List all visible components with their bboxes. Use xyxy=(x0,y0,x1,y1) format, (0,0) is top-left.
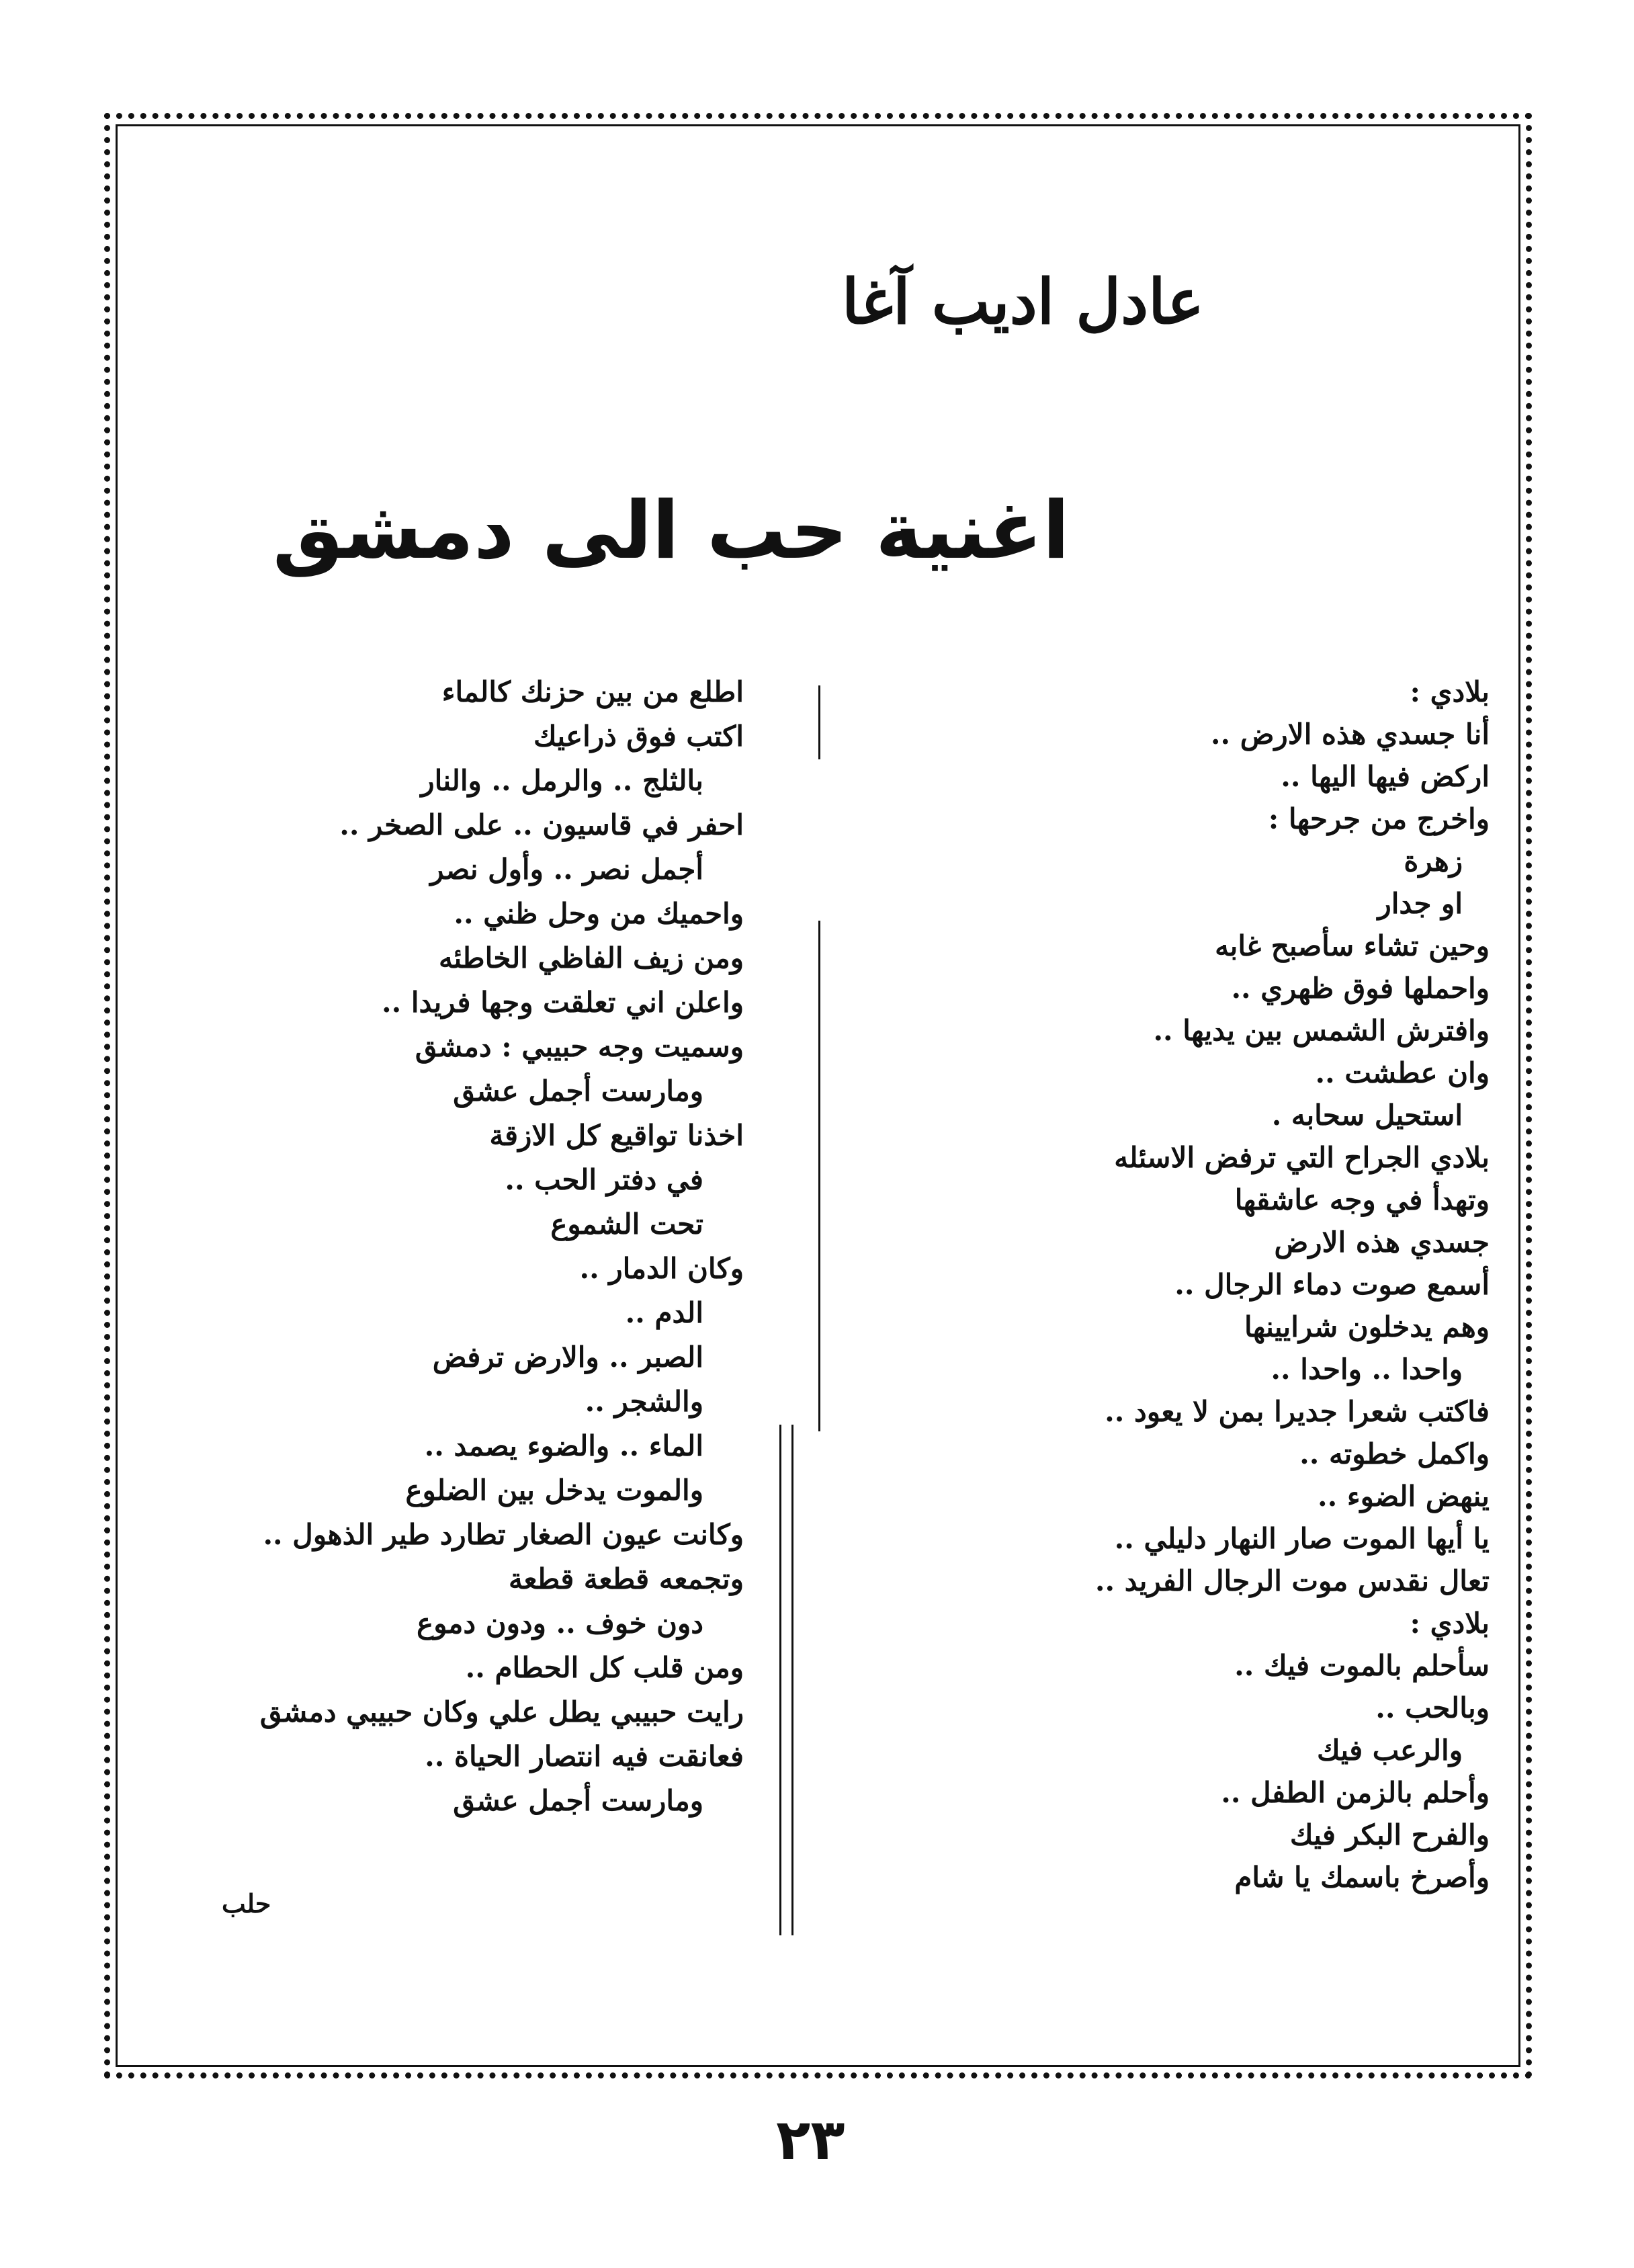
poem-title: اغنية حب الى دمشق xyxy=(272,484,1070,577)
poem-line: زهرة xyxy=(1404,845,1463,878)
poem-line: تعال نقدس موت الرجال الفريد .. xyxy=(1094,1564,1490,1597)
poem-line: بلادي : xyxy=(1410,675,1490,708)
poem-line: وان عطشت .. xyxy=(1315,1056,1490,1089)
poem-line: واخرج من جرحها : xyxy=(1268,802,1490,835)
poem-line: رايت حبيبي يطل علي وكان حبيبي دمشق xyxy=(259,1695,744,1728)
poem-line: وسميت وجه حبيبي : دمشق xyxy=(415,1030,744,1063)
poem-line: أسمع صوت دماء الرجال .. xyxy=(1174,1268,1490,1301)
poem-line: ومن قلب كل الحطام .. xyxy=(465,1651,744,1684)
page-number: ٢٣ xyxy=(776,2107,845,2173)
poem-line: وافترش الشمس بين يديها .. xyxy=(1153,1014,1490,1047)
poem-line: يا أيها الموت صار النهار دليلي .. xyxy=(1114,1522,1490,1555)
poem-line: في دفتر الحب .. xyxy=(505,1163,703,1196)
poem-line: والرعب فيك xyxy=(1317,1734,1463,1767)
poem-line: اخذنا تواقيع كل الازقة xyxy=(489,1119,744,1152)
poem-line: وحين تشاء سأصبح غابه xyxy=(1215,929,1490,962)
poem-line: وبالحب .. xyxy=(1375,1691,1490,1724)
column-divider-bottom-b xyxy=(791,1425,793,1935)
poem-line: واعلن اني تعلقت وجها فريدا .. xyxy=(381,986,744,1019)
poem-line: دون خوف .. ودون دموع xyxy=(417,1607,703,1640)
poem-line: اطلع من بين حزنك كالماء xyxy=(441,675,744,708)
poem-line: وكانت عيون الصغار تطارد طير الذهول .. xyxy=(263,1518,744,1551)
poem-line: بلادي : xyxy=(1410,1607,1490,1640)
poem-line: جسدي هذه الارض xyxy=(1274,1226,1490,1259)
poem-line: وتهدأ في وجه عاشقها xyxy=(1234,1183,1490,1216)
poem-line: واحملها فوق ظهري .. xyxy=(1231,972,1490,1005)
poem-line: أجمل نصر .. وأول نصر xyxy=(430,853,703,886)
column-divider-top xyxy=(818,685,820,759)
poem-line: بالثلج .. والرمل .. والنار xyxy=(421,764,703,797)
poem-line: وأحلم بالزمن الطفل .. xyxy=(1221,1776,1490,1809)
poem-line: اكتب فوق ذراعيك xyxy=(533,720,744,753)
poem-line: ومن زيف الفاظي الخاطئه xyxy=(438,941,744,974)
poem-line: بلادي الجراح التي ترفض الاسئله xyxy=(1114,1141,1490,1174)
poem-line: ينهض الضوء .. xyxy=(1318,1480,1490,1513)
poem-line: والفرح البكر فيك xyxy=(1289,1818,1490,1851)
poem-line: والموت يدخل بين الضلوع xyxy=(405,1474,703,1507)
poem-line: او جدار xyxy=(1377,887,1463,920)
column-divider-bottom-a xyxy=(779,1425,781,1935)
poem-line: فعانقت فيه انتصار الحياة .. xyxy=(425,1740,744,1773)
poem-line: والشجر .. xyxy=(585,1385,703,1418)
poem-line: تحت الشموع xyxy=(550,1208,703,1241)
author-name: عادل اديب آغا xyxy=(842,265,1204,338)
poem-line: الصبر .. والارض ترفض xyxy=(432,1341,703,1374)
place-credit: حلب xyxy=(222,1888,271,1919)
poem-line: احفر في قاسيون .. على الصخر .. xyxy=(339,808,744,841)
poem-line: أنا جسدي هذه الارض .. xyxy=(1210,718,1490,751)
poem-line: استحيل سحابه . xyxy=(1271,1099,1463,1132)
column-divider-mid xyxy=(818,921,820,1431)
poem-line: وكان الدمار .. xyxy=(579,1252,744,1285)
poem-line: واكمل خطوته .. xyxy=(1299,1437,1490,1470)
poem-line: الدم .. xyxy=(625,1296,703,1329)
poem-line: واحدا .. واحدا .. xyxy=(1271,1353,1463,1386)
poem-line: واحميك من وحل ظني .. xyxy=(454,897,744,930)
poem-line: الماء .. والضوء يصمد .. xyxy=(424,1429,703,1462)
poem-line: وأصرخ باسمك يا شام xyxy=(1234,1861,1490,1894)
poem-line: ومارست أجمل عشق xyxy=(453,1075,703,1107)
poem-line: سأحلم بالموت فيك .. xyxy=(1234,1649,1490,1682)
poem-line: اركض فيها اليها .. xyxy=(1281,760,1490,793)
poem-line: ومارست أجمل عشق xyxy=(453,1784,703,1817)
poem-line: فاكتب شعرا جديرا بمن لا يعود .. xyxy=(1105,1395,1490,1428)
poem-line: وهم يدخلون شرايينها xyxy=(1244,1310,1490,1343)
poem-line: وتجمعه قطعة قطعة xyxy=(508,1562,744,1595)
